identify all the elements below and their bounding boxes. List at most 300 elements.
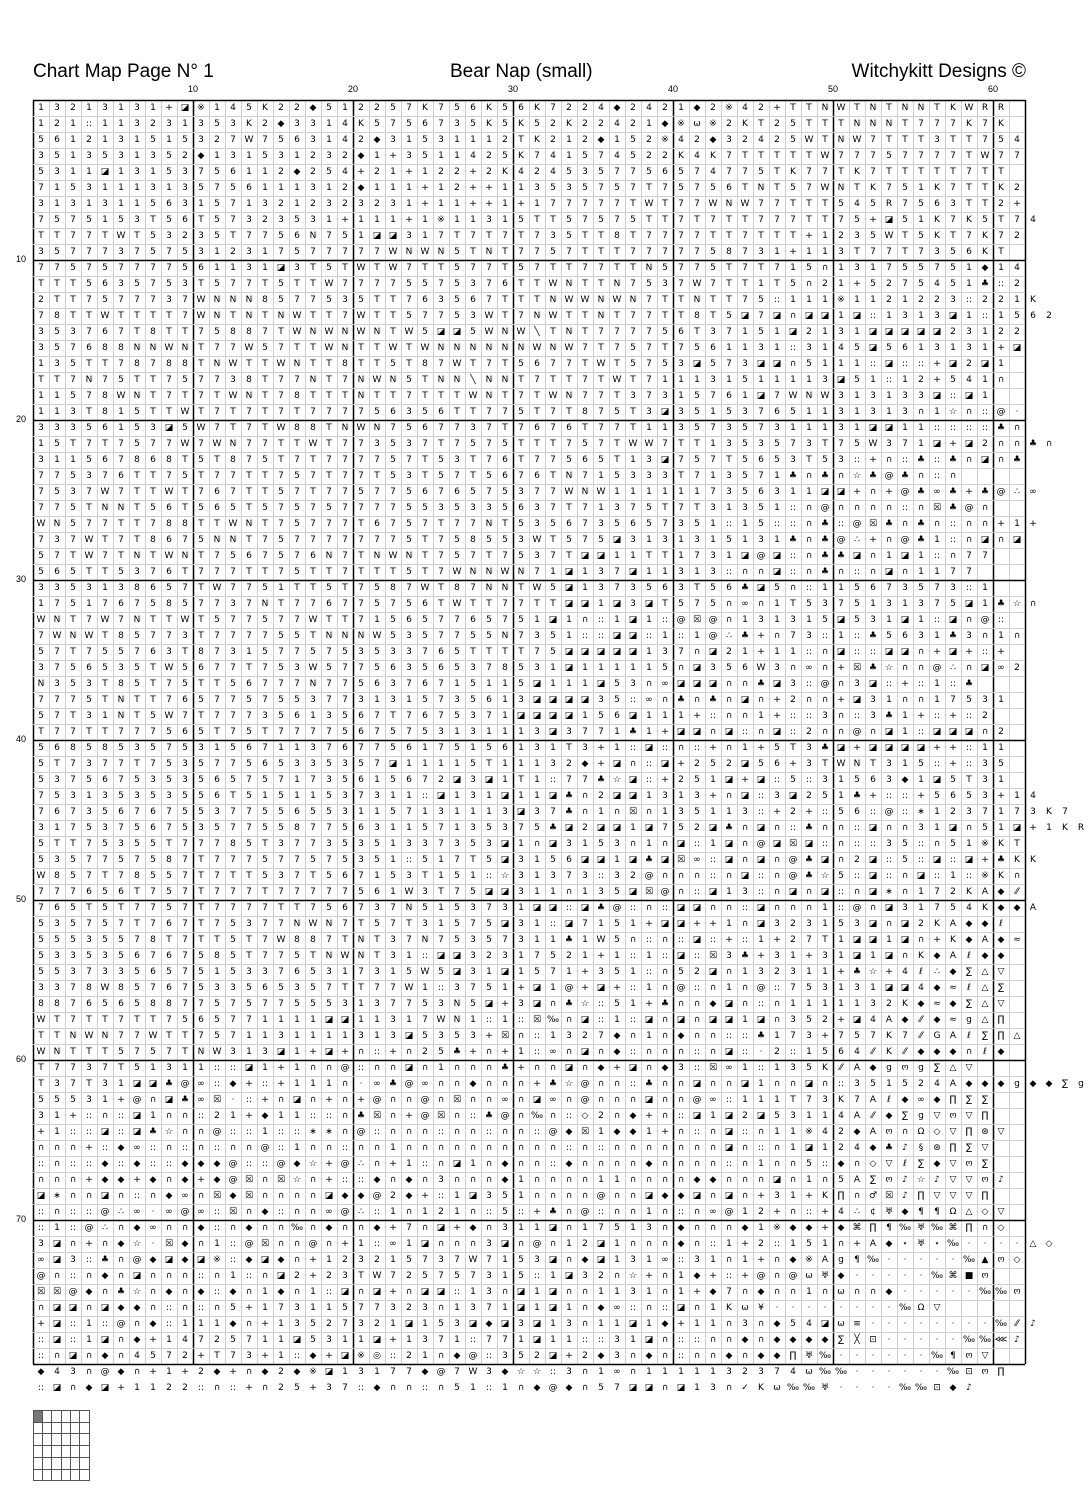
symbol-cell: + [405, 215, 413, 225]
symbol-cell: ∩ [853, 503, 861, 513]
symbol-cell: 5 [694, 423, 700, 433]
symbol-cell: 7 [934, 263, 940, 273]
symbol-cell: ‰ [898, 1303, 912, 1313]
symbol-cell: 7 [278, 647, 284, 657]
symbol-cell: 5 [454, 711, 460, 721]
symbol-cell: 5 [454, 919, 460, 929]
symbol-cell: ო [981, 1271, 989, 1281]
symbol-cell: △ [1029, 1239, 1037, 1249]
symbol-cell: T [950, 135, 956, 145]
symbol-cell: 2 [598, 1111, 604, 1121]
symbol-cell: ◪ [564, 695, 574, 705]
symbol-cell: 7 [54, 711, 60, 721]
symbol-cell: T [406, 359, 412, 369]
symbol-cell: 5 [134, 983, 140, 993]
symbol-cell: 1 [390, 967, 396, 977]
symbol-cell: 7 [502, 599, 508, 609]
symbol-cell: + [597, 759, 605, 769]
symbol-cell: ω [837, 1287, 845, 1297]
symbol-cell: 7 [950, 119, 956, 129]
symbol-cell: ※ [709, 119, 717, 129]
symbol-cell: ◆ [469, 1223, 477, 1233]
symbol-cell: 5 [214, 279, 220, 289]
symbol-cell: K [934, 231, 940, 241]
symbol-cell: 7 [694, 471, 700, 481]
symbol-cell: 4 [966, 903, 972, 913]
symbol-cell: ∑ [981, 1095, 989, 1105]
symbol-cell: 1 [294, 199, 300, 209]
symbol-cell: 5 [518, 551, 524, 561]
symbol-cell: 5 [150, 1047, 156, 1057]
symbol-cell: 1 [422, 1319, 428, 1329]
symbol-cell: ∩ [965, 1047, 973, 1057]
symbol-cell: 1 [630, 455, 636, 465]
symbol-cell: W [228, 519, 238, 529]
symbol-cell: 7 [294, 855, 300, 865]
symbol-cell: 2 [774, 1047, 780, 1057]
symbol-cell: 5 [70, 1095, 76, 1105]
symbol-cell: · [919, 1255, 923, 1265]
symbol-cell: W [292, 311, 302, 321]
symbol-cell: W [964, 103, 974, 113]
symbol-cell: ◪ [820, 855, 830, 865]
symbol-cell: W [292, 327, 302, 337]
symbol-cell: ∩ [869, 1287, 877, 1297]
symbol-cell: :: [341, 1175, 349, 1185]
symbol-cell: 1 [614, 135, 620, 145]
symbol-cell: 3 [470, 903, 476, 913]
symbol-cell: 7 [358, 1303, 364, 1313]
symbol-cell: 1 [534, 791, 540, 801]
symbol-cell: N [373, 423, 381, 433]
symbol-cell: ◆ [309, 103, 317, 113]
symbol-cell: 8 [454, 583, 460, 593]
symbol-cell: 5 [998, 759, 1004, 769]
symbol-cell: 3 [166, 791, 172, 801]
symbol-cell: ◪ [500, 839, 510, 849]
symbol-cell: 5 [870, 231, 876, 241]
symbol-cell: 7 [102, 247, 108, 257]
col-number: 30 [507, 84, 519, 94]
symbol-cell: W [756, 663, 766, 673]
symbol-cell: 3 [582, 743, 588, 753]
symbol-cell: 5 [294, 567, 300, 577]
symbol-cell: 3 [406, 471, 412, 481]
symbol-cell: :: [213, 1143, 221, 1153]
symbol-cell: A [869, 1095, 877, 1105]
symbol-cell: T [662, 295, 668, 305]
symbol-cell: T [54, 759, 60, 769]
symbol-cell: T [470, 599, 476, 609]
symbol-cell: 1 [838, 263, 844, 273]
chart-row [33, 628, 1025, 644]
symbol-cell: ◆ [837, 1223, 845, 1233]
symbol-cell: ∩ [901, 871, 909, 881]
symbol-cell: 1 [582, 1223, 588, 1233]
symbol-cell: 3 [230, 647, 236, 657]
symbol-cell: 7 [694, 263, 700, 273]
symbol-cell: T [902, 247, 908, 257]
symbol-cell: 3 [902, 903, 908, 913]
symbol-cell: 3 [86, 679, 92, 689]
symbol-cell: T [678, 439, 684, 449]
symbol-cell: W [276, 423, 286, 433]
symbol-cell: ∴ [726, 631, 732, 641]
symbol-cell: 5 [454, 647, 460, 657]
symbol-cell: 7 [86, 327, 92, 337]
symbol-cell: 1 [278, 743, 284, 753]
symbol-cell: 1 [54, 407, 60, 417]
symbol-cell: 1 [838, 935, 844, 945]
symbol-cell: 5 [86, 423, 92, 433]
symbol-cell: ◪ [132, 1271, 142, 1281]
symbol-cell: 7 [230, 583, 236, 593]
symbol-cell: ∩ [341, 1095, 349, 1105]
symbol-cell: 5 [790, 407, 796, 417]
symbol-cell: g [966, 1015, 972, 1025]
symbol-cell: 1 [326, 1079, 332, 1089]
symbol-cell: 1 [646, 567, 652, 577]
symbol-cell: T [774, 279, 780, 289]
symbol-cell: ∩ [581, 1159, 589, 1169]
symbol-cell: 5 [198, 455, 204, 465]
symbol-cell: 5 [294, 631, 300, 641]
symbol-cell: 1 [854, 999, 860, 1009]
symbol-cell: W [740, 199, 750, 209]
symbol-cell: :: [69, 1223, 77, 1233]
symbol-cell: 2 [630, 871, 636, 881]
symbol-cell: 2 [758, 1207, 764, 1217]
symbol-cell: 3 [118, 151, 124, 161]
symbol-cell: 7 [326, 855, 332, 865]
symbol-cell: ∩ [757, 567, 765, 577]
symbol-cell: ◆ [677, 1223, 685, 1233]
symbol-cell: ◪ [676, 839, 686, 849]
symbol-cell: 3 [102, 951, 108, 961]
symbol-cell: T [422, 375, 428, 385]
symbol-cell: 1 [38, 439, 44, 449]
symbol-cell: 4 [342, 135, 348, 145]
symbol-cell: 1 [998, 631, 1004, 641]
symbol-cell: ◪ [52, 1335, 62, 1345]
symbol-cell: 5 [374, 839, 380, 849]
symbol-cell: 2 [566, 759, 572, 769]
symbol-cell: N [501, 343, 509, 353]
symbol-cell: 5 [118, 935, 124, 945]
symbol-cell: 5 [582, 439, 588, 449]
symbol-cell: ◪ [964, 855, 974, 865]
symbol-cell: :: [885, 375, 893, 385]
symbol-cell: :: [709, 855, 717, 865]
symbol-cell: 1 [646, 791, 652, 801]
symbol-cell: 7 [678, 215, 684, 225]
symbol-cell: ◆ [661, 1063, 669, 1073]
symbol-cell: 7 [774, 263, 780, 273]
symbol-cell: 7 [662, 183, 668, 193]
symbol-cell: 1 [118, 407, 124, 417]
symbol-cell: 3 [502, 1223, 508, 1233]
symbol-cell: ∴ [854, 1207, 860, 1217]
symbol-cell: ◪ [740, 871, 750, 881]
symbol-cell: 7 [230, 487, 236, 497]
symbol-cell: 5 [806, 1063, 812, 1073]
symbol-cell: T [134, 887, 140, 897]
symbol-cell: 1 [54, 1127, 60, 1137]
symbol-cell: T [198, 711, 204, 721]
symbol-cell: 3 [182, 167, 188, 177]
symbol-cell: ◆ [117, 1303, 125, 1313]
symbol-cell: + [469, 167, 477, 177]
symbol-cell: 5 [598, 535, 604, 545]
symbol-cell: 1 [502, 1303, 508, 1313]
symbol-cell: T [134, 919, 140, 929]
symbol-cell: 1 [454, 727, 460, 737]
symbol-cell: 5 [454, 263, 460, 273]
symbol-cell: 7 [86, 647, 92, 657]
symbol-cell: · [887, 1271, 891, 1281]
symbol-cell: 7 [998, 151, 1004, 161]
symbol-cell: ∩ [645, 1063, 653, 1073]
symbol-cell: 3 [374, 439, 380, 449]
symbol-cell: 5 [358, 295, 364, 305]
symbol-cell: ∩ [293, 1287, 301, 1297]
symbol-cell: T [678, 471, 684, 481]
symbol-cell: 3 [70, 951, 76, 961]
symbol-cell: 7 [438, 1271, 444, 1281]
symbol-cell: 5 [390, 871, 396, 881]
symbol-cell: :: [133, 1191, 141, 1201]
symbol-cell: 8 [230, 839, 236, 849]
symbol-cell: T [214, 391, 220, 401]
symbol-cell: N [485, 247, 493, 257]
symbol-cell: W [564, 343, 574, 353]
symbol-cell: 7 [678, 455, 684, 465]
symbol-cell: 1 [950, 343, 956, 353]
symbol-cell: 1 [534, 1287, 540, 1297]
symbol-cell: ∩ [885, 503, 893, 513]
row-number: 70 [16, 1214, 27, 1224]
symbol-cell: 5 [54, 343, 60, 353]
symbol-cell: 7 [294, 295, 300, 305]
symbol-cell: 5 [486, 919, 492, 929]
symbol-cell: 7 [598, 183, 604, 193]
symbol-cell: ◪ [516, 711, 526, 721]
symbol-cell: ∩ [37, 1303, 45, 1313]
symbol-cell: 5 [438, 967, 444, 977]
symbol-cell: :: [757, 999, 765, 1009]
symbol-cell: N [805, 391, 813, 401]
symbol-cell: 3 [726, 487, 732, 497]
chart-row [33, 1236, 1053, 1252]
symbol-cell: ◪ [292, 1335, 302, 1345]
symbol-cell: + [309, 1047, 317, 1057]
symbol-cell: ∩ [517, 1239, 525, 1249]
symbol-cell: 6 [150, 823, 156, 833]
symbol-cell: 3 [758, 967, 764, 977]
symbol-cell: :: [741, 903, 749, 913]
symbol-cell: 7 [486, 263, 492, 273]
symbol-cell: ◪ [964, 439, 974, 449]
symbol-cell: 7 [166, 1047, 172, 1057]
symbol-cell: 5 [742, 471, 748, 481]
symbol-cell: 3 [294, 759, 300, 769]
symbol-cell: 5 [406, 375, 412, 385]
symbol-cell: 3 [694, 791, 700, 801]
symbol-cell: 3 [790, 1063, 796, 1073]
symbol-cell: ∩ [805, 551, 813, 561]
symbol-cell: ∩ [53, 1143, 61, 1153]
symbol-cell: ◪ [532, 903, 542, 913]
symbol-cell: W [612, 295, 622, 305]
symbol-cell: 6 [342, 743, 348, 753]
symbol-cell: T [646, 551, 652, 561]
symbol-cell: 3 [534, 743, 540, 753]
symbol-cell: ♪ [1030, 1319, 1036, 1329]
symbol-cell: :: [629, 1015, 637, 1025]
symbol-cell: T [70, 295, 76, 305]
symbol-cell: ◪ [340, 1287, 350, 1297]
symbol-cell: 5 [70, 583, 76, 593]
symbol-cell: ⋆ [934, 1239, 940, 1249]
symbol-cell: K [982, 231, 988, 241]
chart-row [33, 900, 1037, 916]
symbol-cell: 1 [550, 743, 556, 753]
symbol-cell: 7 [358, 599, 364, 609]
symbol-cell: + [821, 1031, 829, 1041]
chart-row [33, 1076, 1084, 1092]
symbol-cell: ∩ [485, 1047, 493, 1057]
symbol-cell: ∩ [309, 1063, 317, 1073]
symbol-cell: ∩ [773, 1143, 781, 1153]
symbol-cell: 1 [726, 503, 732, 513]
symbol-cell: 7 [246, 455, 252, 465]
symbol-cell: ∏ [997, 1015, 1005, 1025]
symbol-cell: N [485, 343, 493, 353]
symbol-cell: :: [869, 807, 877, 817]
symbol-cell: 5 [214, 823, 220, 833]
symbol-cell: T [662, 343, 668, 353]
symbol-cell: W [244, 135, 254, 145]
symbol-cell: T [342, 935, 348, 945]
symbol-cell: 1 [214, 263, 220, 273]
symbol-cell: ◪ [948, 823, 958, 833]
symbol-cell: ◪ [932, 727, 942, 737]
symbol-cell: 6 [86, 887, 92, 897]
symbol-cell: ◆ [229, 1319, 237, 1329]
symbol-cell: :: [245, 1159, 253, 1169]
symbol-cell: ∞ [613, 1303, 621, 1313]
symbol-cell: ◪ [404, 1031, 414, 1041]
symbol-cell: 1 [758, 711, 764, 721]
symbol-cell: 1 [294, 775, 300, 785]
symbol-cell: 5 [454, 743, 460, 753]
symbol-cell: K [998, 183, 1004, 193]
symbol-cell: 1 [870, 295, 876, 305]
symbol-cell: ♣ [964, 679, 974, 689]
symbol-cell: ∩ [693, 871, 701, 881]
symbol-cell: 7 [758, 471, 764, 481]
symbol-cell: · [775, 1303, 779, 1313]
symbol-cell: ☆ [820, 871, 830, 881]
symbol-cell: 4 [918, 983, 924, 993]
symbol-cell: K [566, 119, 572, 129]
symbol-cell: N [645, 263, 653, 273]
symbol-cell: 5 [198, 759, 204, 769]
symbol-cell: ♣ [564, 807, 574, 817]
symbol-cell: :: [933, 615, 941, 625]
symbol-cell: ◆ [933, 951, 941, 961]
symbol-cell: 5 [454, 935, 460, 945]
symbol-cell: ◪ [580, 855, 590, 865]
symbol-cell: ◪ [452, 327, 462, 337]
symbol-cell: 1 [454, 679, 460, 689]
symbol-cell: :: [965, 759, 973, 769]
symbol-cell: + [581, 967, 589, 977]
symbol-cell: 7 [438, 487, 444, 497]
symbol-cell: 6 [838, 1047, 844, 1057]
symbol-cell: ∩ [629, 1095, 637, 1105]
symbol-cell: 7 [582, 471, 588, 481]
symbol-cell: ◪ [372, 231, 382, 241]
symbol-cell: 5 [550, 247, 556, 257]
symbol-cell: N [133, 343, 141, 353]
symbol-cell: :: [773, 1239, 781, 1249]
symbol-cell: 3 [646, 455, 652, 465]
symbol-cell: 1 [294, 1063, 300, 1073]
symbol-cell: T [326, 471, 332, 481]
symbol-cell: 1 [390, 1255, 396, 1265]
symbol-cell: 1 [86, 1335, 92, 1345]
symbol-cell: ∩ [117, 1271, 125, 1281]
symbol-cell: ∩ [757, 1127, 765, 1137]
symbol-cell: 1 [470, 215, 476, 225]
symbol-cell: 1 [870, 599, 876, 609]
symbol-cell: ∞ [741, 599, 749, 609]
symbol-cell: 3 [38, 823, 44, 833]
symbol-cell: ◪ [772, 1175, 782, 1185]
chart-row [33, 276, 1025, 292]
symbol-cell: 1 [454, 823, 460, 833]
symbol-cell: ◪ [724, 775, 734, 785]
col-number: 60 [987, 84, 999, 94]
symbol-cell: 1 [374, 615, 380, 625]
symbol-cell: :: [789, 727, 797, 737]
symbol-cell: T [486, 647, 492, 657]
symbol-cell: 3 [262, 1047, 268, 1057]
symbol-cell: 1 [822, 1111, 828, 1121]
symbol-cell: :: [165, 1319, 173, 1329]
symbol-cell: 5 [822, 455, 828, 465]
symbol-cell: ◪ [340, 1015, 350, 1025]
symbol-cell: ◪ [724, 999, 734, 1009]
symbol-cell: ◆ [933, 1095, 941, 1105]
symbol-cell: 1 [646, 983, 652, 993]
symbol-cell: 1 [758, 935, 764, 945]
symbol-cell: 5 [86, 775, 92, 785]
symbol-cell: 7 [470, 583, 476, 593]
symbol-cell: 1 [118, 103, 124, 113]
symbol-cell: 6 [246, 183, 252, 193]
symbol-cell: 6 [486, 695, 492, 705]
symbol-cell: ◪ [244, 1063, 254, 1073]
symbol-cell: T [518, 295, 524, 305]
symbol-cell: 7 [486, 439, 492, 449]
symbol-cell: 5 [54, 439, 60, 449]
symbol-cell: 2 [1014, 279, 1020, 289]
symbol-cell: :: [709, 935, 717, 945]
symbol-cell: ∩ [165, 1223, 173, 1233]
symbol-cell: ◆ [965, 919, 973, 929]
